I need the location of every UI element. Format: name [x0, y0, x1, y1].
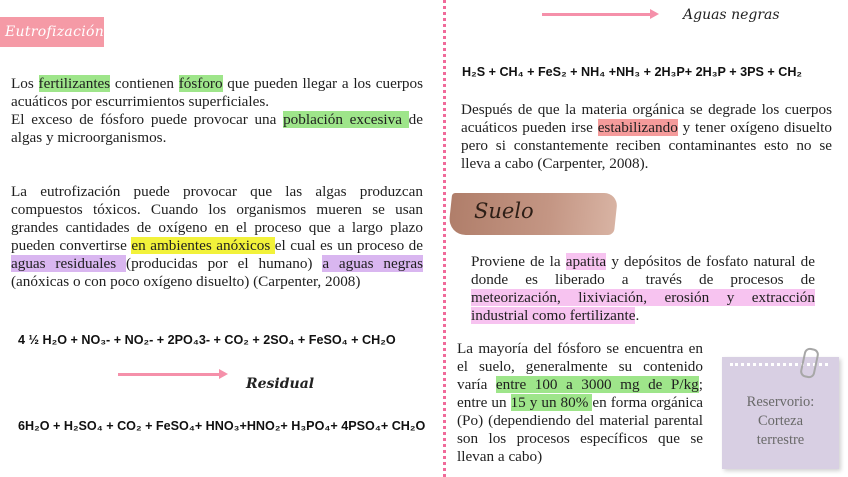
text: (producidas por el humano) [126, 255, 323, 272]
suelo-heading: Suelo [474, 199, 534, 223]
equation-1: 4 ½ H₂O + NO₃- + NO₂- + 2PO₄3- + CO₂ + 2SO₄ + FeSO₄ + CH₂O [18, 333, 396, 347]
highlight-procesos: meteorización, lixiviación, erosión y extracción industrial como fertilizante [471, 289, 815, 324]
reservoir-card-text [722, 393, 839, 450]
aguas-negras-label: Aguas negras [683, 7, 780, 23]
card-line-1: Reservorio: [746, 394, 815, 410]
highlight-range-mg: entre 100 a 3000 mg de P/kg [495, 376, 699, 393]
highlight-estabilizando: estabilizando [597, 119, 678, 136]
text: de algas y microorganismos. [11, 111, 423, 146]
highlight-aguas-negras: a aguas negras [322, 255, 423, 272]
text: Los [11, 75, 39, 92]
arrow-head [650, 9, 659, 19]
text: y tener oxígeno disuelto pero si constantemente reciben contaminantes esto no se lleva a cabo (Carpenter, 2008). [461, 119, 832, 172]
column-divider [443, 0, 446, 477]
text: El exceso de fósforo puede provocar una [11, 111, 284, 128]
text: Proviene de la [471, 253, 566, 270]
paragraph-eutrophication [11, 183, 423, 291]
text: y depósitos de fosfato natural de donde es liberado a través de procesos de [471, 253, 815, 288]
text: Después de que la materia orgánica se degrade los cuerpos acuáticos pueden irse [461, 101, 832, 136]
card-line-3: terrestre [756, 432, 805, 448]
equation-2: 6H₂O + H₂SO₄ + CO₂ + FeSO₄+ HNO₃+HNO₂+ H₃PO₄+ 4PSO₄+ CH₂O [18, 419, 426, 433]
residual-label: Residual [246, 376, 315, 392]
paragraph-fertilizers [11, 75, 423, 147]
paragraph-stabilization [461, 101, 832, 173]
paragraph-apatita [471, 253, 815, 325]
highlight-apatita: apatita [565, 253, 607, 270]
equation-3: H₂S + CH₄ + FeS₂ + NH₄ +NH₃ + 2H₃P+ 2H₃P + 3PS + CH₂ [462, 65, 803, 79]
arrow-right-icon [118, 373, 220, 376]
highlight-aguas-residuales: aguas residuales [11, 255, 127, 272]
arrow-right-icon [542, 13, 650, 16]
text: ; entre un [457, 376, 703, 411]
highlight-fertilizantes: fertilizantes [38, 75, 111, 92]
section-title: Eutrofización [0, 17, 104, 47]
text: La mayoría del fósforo se encuentra en el suelo, generalmente su contenido varía [457, 340, 703, 393]
text: (anóxicas o con poco oxígeno disuelto) (Carpenter, 2008) [11, 273, 361, 290]
text: que pueden llegar a los cuerpos acuáticos por escurrimientos superficiales. [11, 75, 423, 110]
text: La eutrofización puede provocar que las algas produzcan compuestos tóxicos. Cuando los organismos mueren se usan grandes cantidades de oxígeno en el proceso que a largo plazo pueden convertirse [11, 183, 423, 254]
highlight-poblacion: población excesiva [283, 111, 409, 128]
text: el cual es un proceso de [274, 237, 424, 254]
highlight-anoxicos: en ambientes anóxicos [131, 237, 275, 254]
card-line-2: Corteza [757, 413, 804, 429]
text: contienen [110, 75, 179, 92]
highlight-percent: 15 y un 80% [510, 394, 593, 411]
paragraph-soil-content [457, 340, 703, 466]
arrow-head [219, 369, 228, 379]
text: en forma orgánica (Po) (dependiendo del material parental son los procesos específicos que se llevan a cabo) [457, 394, 704, 465]
text: . [635, 307, 640, 324]
highlight-fosforo: fósforo [178, 75, 223, 92]
